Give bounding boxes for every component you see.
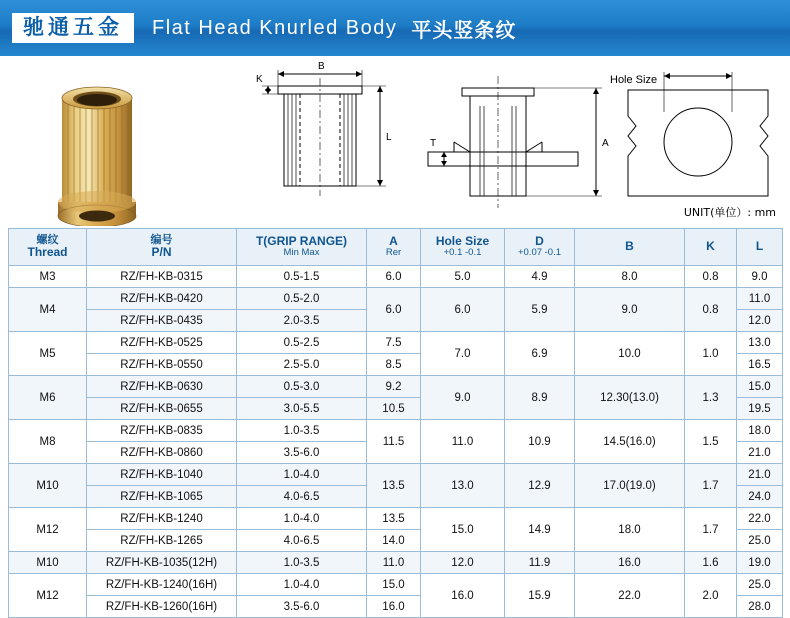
cell-b: 10.0 (575, 332, 685, 376)
cell-a: 10.5 (367, 398, 421, 420)
col-header-pn (87, 229, 237, 266)
cell-b: 14.5(16.0) (575, 420, 685, 464)
cell-part-number: RZ/FH-KB-1040 (87, 464, 237, 486)
cell-l: 25.0 (737, 574, 783, 596)
cell-grip-range: 0.5-2.5 (237, 332, 367, 354)
cell-d: 6.9 (505, 332, 575, 376)
cell-d: 10.9 (505, 420, 575, 464)
table-row (9, 266, 783, 288)
col-header-grip-range (237, 229, 367, 266)
cell-hole-size: 11.0 (421, 420, 505, 464)
cell-grip-range: 4.0-6.5 (237, 486, 367, 508)
cell-b: 22.0 (575, 574, 685, 618)
cell-d: 15.9 (505, 574, 575, 618)
cell-thread: M5 (9, 332, 87, 376)
cell-grip-range: 1.0-4.0 (237, 574, 367, 596)
cell-grip-range: 3.0-5.5 (237, 398, 367, 420)
cell-a: 15.0 (367, 574, 421, 596)
brand-name: 驰通五金 (23, 15, 123, 39)
col-header-grip-sub: Min Max (283, 247, 320, 259)
dimension-label-b: B (318, 61, 325, 72)
cell-grip-range: 2.0-3.5 (237, 310, 367, 332)
cell-part-number: RZ/FH-KB-1260(16H) (87, 596, 237, 618)
cell-l: 13.0 (737, 332, 783, 354)
cell-b: 18.0 (575, 508, 685, 552)
cell-l: 21.0 (737, 442, 783, 464)
cell-grip-range: 1.0-3.5 (237, 420, 367, 442)
cell-d: 14.9 (505, 508, 575, 552)
cell-part-number: RZ/FH-KB-0525 (87, 332, 237, 354)
cell-b: 17.0(19.0) (575, 464, 685, 508)
front-view-drawing (240, 56, 400, 226)
cell-part-number: RZ/FH-KB-1240(16H) (87, 574, 237, 596)
col-header-b-en: B (625, 239, 634, 254)
cell-a: 8.5 (367, 354, 421, 376)
cell-k: 2.0 (685, 574, 737, 618)
table-row (9, 332, 783, 354)
cell-b: 16.0 (575, 552, 685, 574)
cell-a: 13.5 (367, 508, 421, 530)
cell-l: 9.0 (737, 266, 783, 288)
cell-grip-range: 2.5-5.0 (237, 354, 367, 376)
table-row (9, 464, 783, 486)
spec-table-head (9, 229, 783, 266)
unit-note: UNIT(单位）: mm (683, 206, 776, 219)
col-header-l (737, 229, 783, 266)
dimension-label-l: L (386, 132, 392, 143)
cell-thread: M12 (9, 508, 87, 552)
cell-l: 25.0 (737, 530, 783, 552)
dimension-label-a: A (602, 138, 609, 149)
col-header-thread (9, 229, 87, 266)
cell-a: 14.0 (367, 530, 421, 552)
table-row (9, 288, 783, 310)
cell-part-number: RZ/FH-KB-0860 (87, 442, 237, 464)
cell-thread: M10 (9, 552, 87, 574)
cell-a: 9.2 (367, 376, 421, 398)
cell-part-number: RZ/FH-KB-0435 (87, 310, 237, 332)
cell-l: 11.0 (737, 288, 783, 310)
col-header-a (367, 229, 421, 266)
cell-part-number: RZ/FH-KB-0420 (87, 288, 237, 310)
cell-hole-size: 16.0 (421, 574, 505, 618)
cell-k: 1.0 (685, 332, 737, 376)
cell-grip-range: 0.5-2.0 (237, 288, 367, 310)
cell-b: 8.0 (575, 266, 685, 288)
cell-k: 1.3 (685, 376, 737, 420)
cell-k: 1.7 (685, 508, 737, 552)
col-header-b (575, 229, 685, 266)
cell-hole-size: 15.0 (421, 508, 505, 552)
cell-a: 11.5 (367, 420, 421, 464)
diagram-area (0, 56, 790, 226)
brand-logo-box (12, 13, 134, 43)
cell-k: 1.7 (685, 464, 737, 508)
cell-k: 1.5 (685, 420, 737, 464)
cell-k: 0.8 (685, 288, 737, 332)
cell-l: 19.0 (737, 552, 783, 574)
cell-grip-range: 4.0-6.5 (237, 530, 367, 552)
cell-d: 4.9 (505, 266, 575, 288)
page-title-chinese: 平头竖条纹 (411, 17, 517, 42)
cell-l: 15.0 (737, 376, 783, 398)
cell-hole-size: 9.0 (421, 376, 505, 420)
cell-part-number: RZ/FH-KB-0835 (87, 420, 237, 442)
cell-l: 19.5 (737, 398, 783, 420)
cell-part-number: RZ/FH-KB-1240 (87, 508, 237, 530)
cell-grip-range: 0.5-1.5 (237, 266, 367, 288)
dimension-label-k: K (256, 74, 263, 85)
col-header-hole-en: Hole Size (435, 233, 490, 248)
cell-l: 24.0 (737, 486, 783, 508)
col-header-d-en: D (535, 233, 544, 248)
cell-a: 6.0 (367, 266, 421, 288)
cell-part-number: RZ/FH-KB-1265 (87, 530, 237, 552)
cell-a: 7.5 (367, 332, 421, 354)
cell-a: 11.0 (367, 552, 421, 574)
cell-hole-size: 12.0 (421, 552, 505, 574)
cell-part-number: RZ/FH-KB-1035(12H) (87, 552, 237, 574)
cell-hole-size: 6.0 (421, 288, 505, 332)
col-header-k (685, 229, 737, 266)
col-header-d (505, 229, 575, 266)
cell-d: 8.9 (505, 376, 575, 420)
col-header-d-sub: +0.07 -0.1 (517, 247, 562, 259)
page-header (0, 0, 790, 56)
cell-d: 5.9 (505, 288, 575, 332)
cell-thread: M12 (9, 574, 87, 618)
cell-grip-range: 1.0-3.5 (237, 552, 367, 574)
cell-part-number: RZ/FH-KB-0550 (87, 354, 237, 376)
table-row (9, 552, 783, 574)
col-header-thread-en: Thread (27, 245, 68, 260)
spec-table (8, 228, 783, 618)
col-header-grip-en: T(GRIP RANGE) (255, 233, 348, 248)
cell-l: 12.0 (737, 310, 783, 332)
cell-k: 0.8 (685, 266, 737, 288)
cell-a: 6.0 (367, 288, 421, 332)
table-header-row (9, 229, 783, 266)
cell-d: 11.9 (505, 552, 575, 574)
cell-k: 1.6 (685, 552, 737, 574)
col-header-pn-cn: 编号 (150, 232, 173, 246)
col-header-pn-en: P/N (151, 245, 172, 260)
installed-section-drawing (410, 56, 620, 226)
cell-grip-range: 1.0-4.0 (237, 464, 367, 486)
col-header-a-sub: Rer (385, 247, 402, 259)
cell-a: 13.5 (367, 464, 421, 508)
col-header-k-en: K (706, 239, 715, 254)
table-row (9, 574, 783, 596)
cell-hole-size: 13.0 (421, 464, 505, 508)
dimension-label-t: T (430, 138, 437, 149)
col-header-hole-size (421, 229, 505, 266)
cell-grip-range: 0.5-3.0 (237, 376, 367, 398)
page-title-english: Flat Head Knurled Body (152, 16, 398, 39)
table-row (9, 376, 783, 398)
cell-l: 28.0 (737, 596, 783, 618)
cell-thread: M8 (9, 420, 87, 464)
cell-b: 12.30(13.0) (575, 376, 685, 420)
cell-l: 22.0 (737, 508, 783, 530)
cell-grip-range: 3.5-6.0 (237, 442, 367, 464)
cell-part-number: RZ/FH-KB-1065 (87, 486, 237, 508)
cell-d: 12.9 (505, 464, 575, 508)
cell-part-number: RZ/FH-KB-0630 (87, 376, 237, 398)
cell-thread: M4 (9, 288, 87, 332)
product-photo (0, 56, 240, 226)
col-header-l-en: L (755, 239, 764, 254)
spec-table-body (9, 266, 783, 618)
cell-l: 18.0 (737, 420, 783, 442)
col-header-a-en: A (389, 233, 398, 248)
col-header-thread-cn: 螺纹 (36, 232, 59, 246)
cell-l: 21.0 (737, 464, 783, 486)
cell-thread: M6 (9, 376, 87, 420)
cell-thread: M10 (9, 464, 87, 508)
cell-b: 9.0 (575, 288, 685, 332)
hole-size-caption: Hole Size (610, 74, 658, 86)
cell-part-number: RZ/FH-KB-0655 (87, 398, 237, 420)
table-row (9, 508, 783, 530)
cell-l: 16.5 (737, 354, 783, 376)
table-row (9, 420, 783, 442)
cell-thread: M3 (9, 266, 87, 288)
cell-a: 16.0 (367, 596, 421, 618)
cell-grip-range: 1.0-4.0 (237, 508, 367, 530)
spec-table-wrapper (8, 228, 782, 618)
cell-grip-range: 3.5-6.0 (237, 596, 367, 618)
cell-hole-size: 5.0 (421, 266, 505, 288)
cell-hole-size: 7.0 (421, 332, 505, 376)
cell-part-number: RZ/FH-KB-0315 (87, 266, 237, 288)
col-header-hole-sub: +0.1 -0.1 (443, 247, 482, 259)
